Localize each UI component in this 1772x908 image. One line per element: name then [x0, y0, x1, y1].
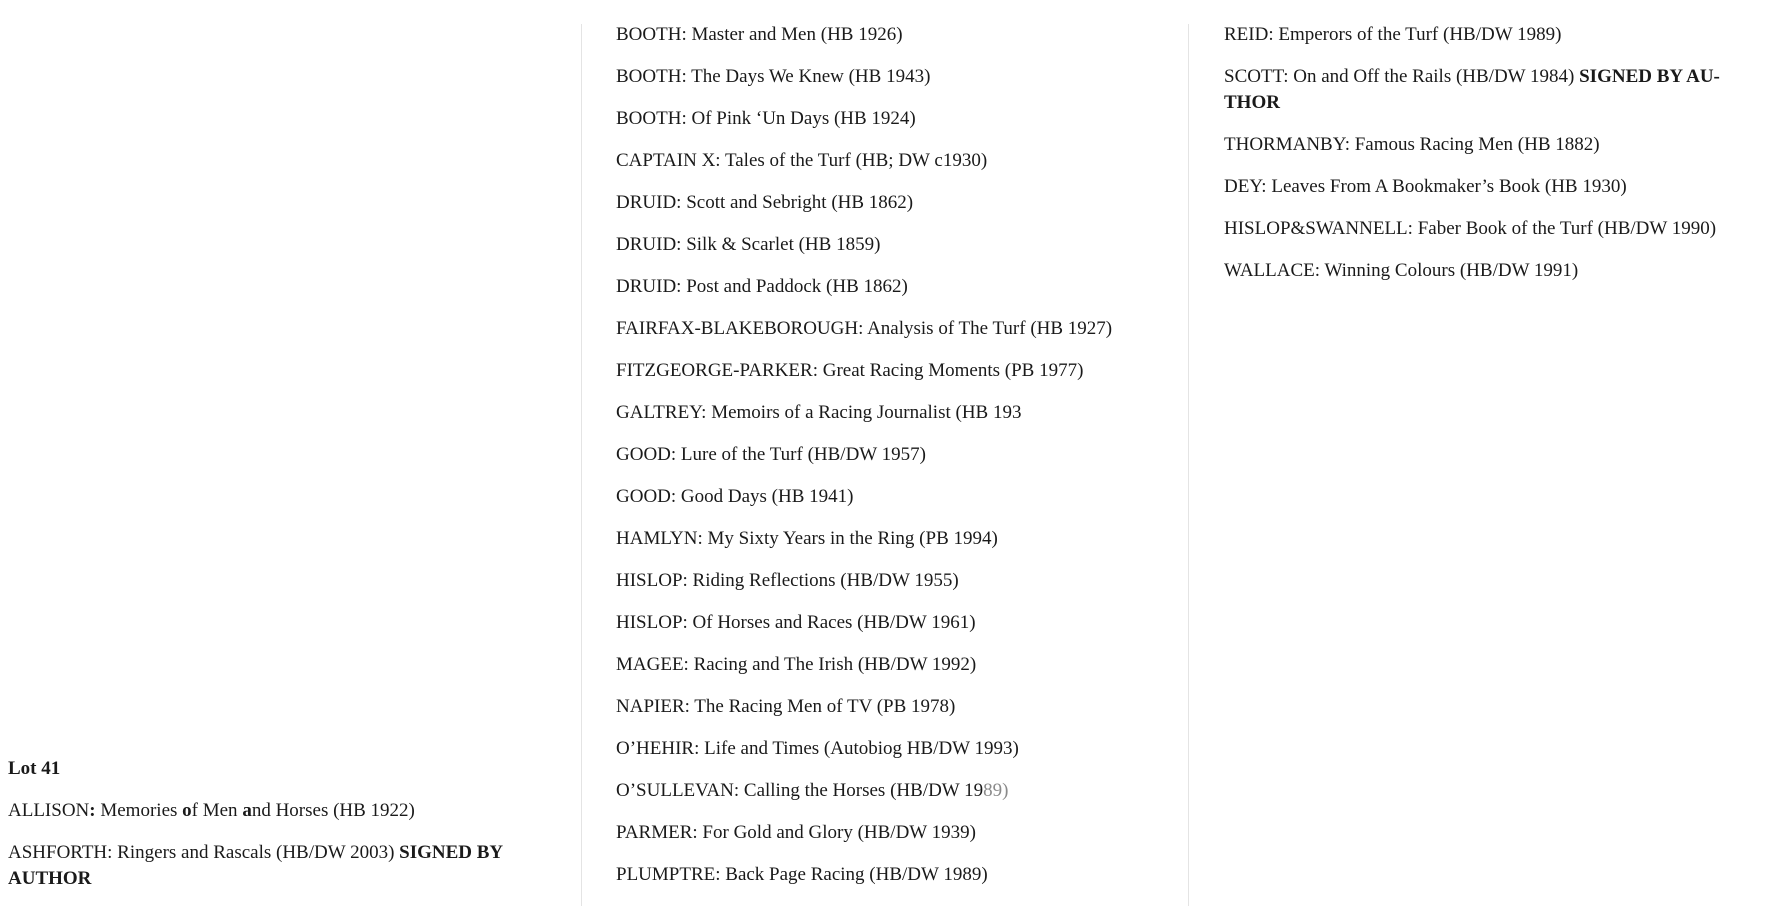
entry-text: O’SULLEVAN: Calling the Horses (HB/DW 19	[616, 780, 984, 801]
book-entry: DRUID: Post and Paddock (HB 1862)	[616, 276, 908, 297]
book-entry-scott	[1224, 64, 1764, 116]
book-entry: DRUID: Silk & Scarlet (HB 1859)	[616, 234, 881, 255]
book-entry: WALLACE: Winning Colours (HB/DW 1991)	[1224, 260, 1579, 281]
book-entry-osullevan	[616, 778, 1176, 804]
entry-title-part: nd Horses (HB 1922)	[251, 800, 415, 821]
book-entry: FAIRFAX-BLAKEBOROUGH: Analysis of The Turf (HB 1927)	[616, 318, 1113, 339]
book-entry-reid: REID: Emperors of the Turf (HB/DW 1989)	[1224, 24, 1562, 45]
book-entry: HISLOP: Of Horses and Races (HB/DW 1961)	[616, 612, 976, 633]
column-right	[1224, 22, 1764, 300]
book-entry: BOOTH: Of Pink ‘Un Days (HB 1924)	[616, 108, 916, 129]
book-entry-allison	[8, 798, 548, 824]
column-middle	[616, 22, 1176, 904]
book-entry: FITZGEORGE-PARKER: Great Racing Moments (PB 1977)	[616, 360, 1084, 381]
book-entry: BOOTH: The Days We Knew (HB 1943)	[616, 66, 931, 87]
book-entry: PARMER: For Gold and Glory (HB/DW 1939)	[616, 822, 976, 843]
entry-title-part: Memories	[95, 800, 183, 821]
book-entry: HISLOP&SWANNELL: Faber Book of the Turf (HB/DW 1990)	[1224, 218, 1717, 239]
entry-title-part: a	[242, 800, 252, 821]
book-entry: MAGEE: Racing and The Irish (HB/DW 1992)	[616, 654, 977, 675]
signed-note: SIGNED BY AUTHOR	[8, 842, 503, 889]
entry-author: ALLISON	[8, 800, 90, 821]
book-entry: NAPIER: The Racing Men of TV (PB 1978)	[616, 696, 956, 717]
book-entry: BOOTH: Master and Men (HB 1926)	[616, 24, 903, 45]
book-entry: DRUID: Scott and Sebright (HB 1862)	[616, 192, 914, 213]
book-entry: GOOD: Good Days (HB 1941)	[616, 486, 854, 507]
book-entry: THORMANBY: Famous Racing Men (HB 1882)	[1224, 134, 1600, 155]
entry-title-part: f Men	[191, 800, 243, 821]
signed-note: SIGNED BY AU-THOR	[1224, 66, 1720, 113]
book-entry-ashforth	[8, 840, 548, 892]
book-entry: GOOD: Lure of the Turf (HB/DW 1957)	[616, 444, 926, 465]
entry-colon: :	[89, 800, 96, 821]
book-entry: GALTREY: Memoirs of a Racing Journalist (HB 193	[616, 402, 1022, 423]
column-divider-right	[1188, 24, 1189, 906]
entry-title-part: o	[182, 800, 192, 821]
book-entry: PLUMPTRE: Back Page Racing (HB/DW 1989)	[616, 864, 988, 885]
lot-heading: Lot 41	[8, 758, 61, 779]
book-entry: HAMLYN: My Sixty Years in the Ring (PB 1994)	[616, 528, 998, 549]
entry-text-faded: 89)	[983, 780, 1009, 801]
book-entry: CAPTAIN X: Tales of the Turf (HB; DW c1930)	[616, 150, 988, 171]
column-divider-left	[581, 24, 582, 906]
book-entry: HISLOP: Riding Reflections (HB/DW 1955)	[616, 570, 959, 591]
column-left	[8, 756, 548, 908]
book-entry: O’HEHIR: Life and Times (Autobiog HB/DW 1993)	[616, 738, 1019, 759]
book-entry: DEY: Leaves From A Bookmaker’s Book (HB 1930)	[1224, 176, 1627, 197]
entry-text: SCOTT: On and Off the Rails (HB/DW 1984)	[1224, 66, 1580, 87]
entry-text: ASHFORTH: Ringers and Rascals (HB/DW 2003)	[8, 842, 400, 863]
